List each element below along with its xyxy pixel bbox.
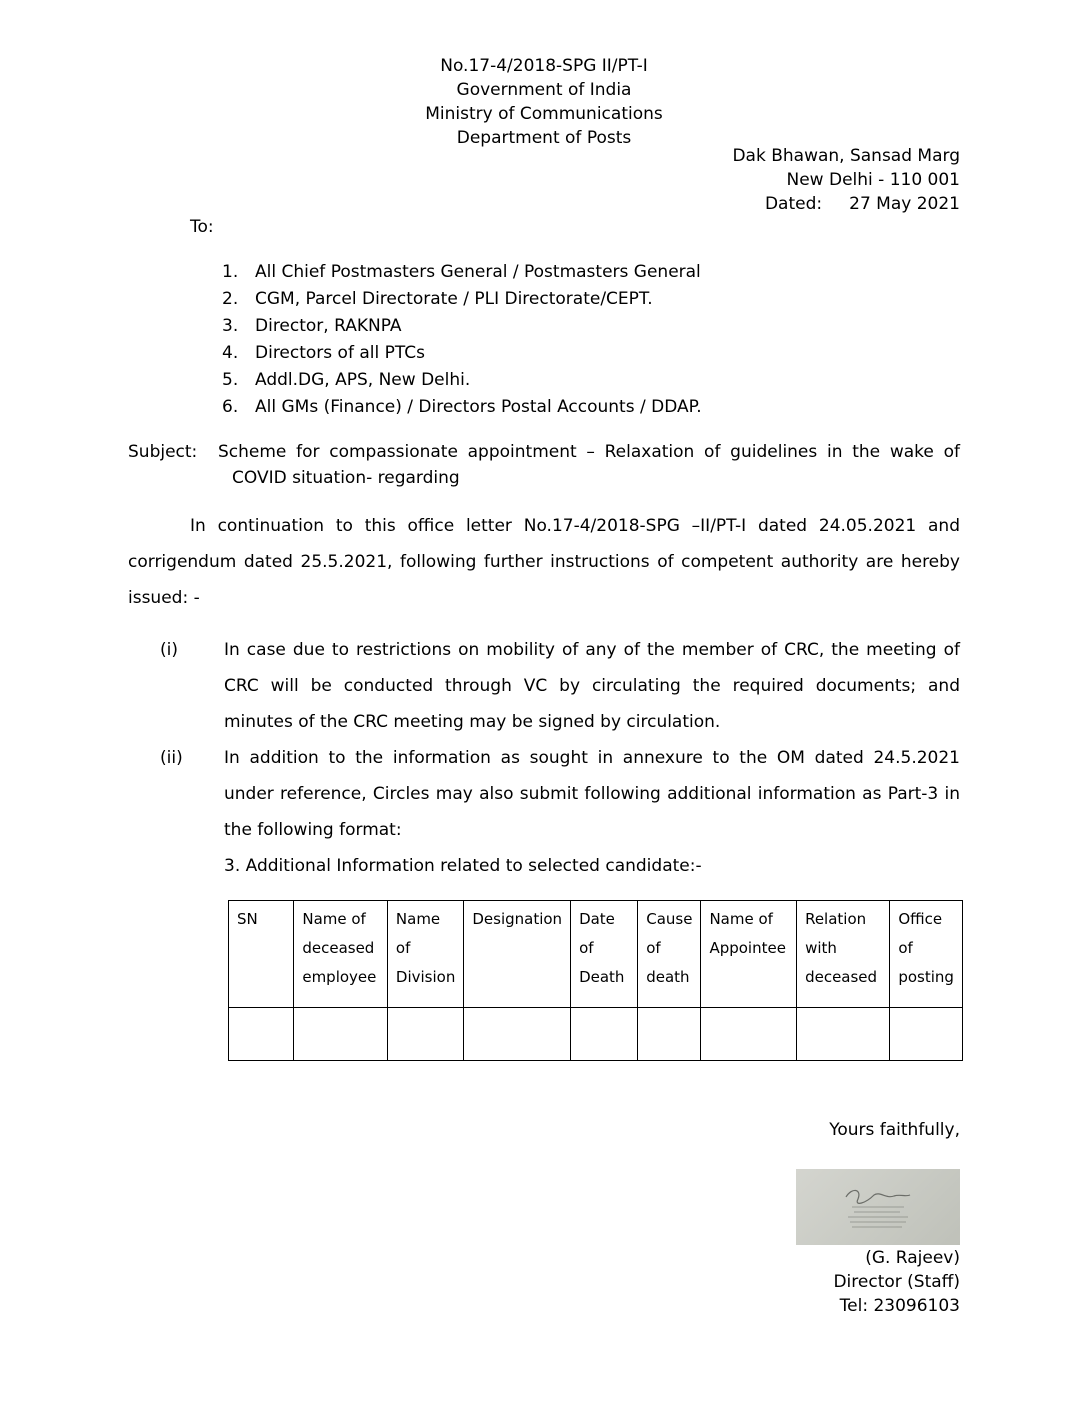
subject-label: Subject: xyxy=(128,442,198,462)
intro-line-1: In continuation to this office letter No.17-4/2018-SPG –II/PT-I dated 24.05.2021 and xyxy=(190,516,960,536)
point-number: (i) xyxy=(160,640,178,660)
table-header: SN xyxy=(229,901,294,1008)
list-item: 4. Directors of all PTCs xyxy=(222,343,425,363)
list-item: 1. All Chief Postmasters General / Postmasters General xyxy=(222,262,701,282)
closing-salutation: Yours faithfully, xyxy=(829,1120,960,1140)
point-line: In addition to the information as sought in annexure to the OM dated 24.5.2021 xyxy=(224,748,960,768)
address-line-2: New Delhi - 110 001 xyxy=(786,170,960,190)
table-header: Name of deceased employee xyxy=(294,901,388,1008)
table-cell xyxy=(294,1008,388,1061)
table-cell xyxy=(229,1008,294,1061)
address-line-1: Dak Bhawan, Sansad Marg xyxy=(732,146,960,166)
dated-label: Dated: xyxy=(764,194,823,214)
date-line xyxy=(732,192,960,216)
table-cell xyxy=(797,1008,890,1061)
table-cell xyxy=(890,1008,963,1061)
table-header: Name of Division xyxy=(387,901,463,1008)
subject-line-2: COVID situation- regarding xyxy=(232,468,460,488)
point-line: CRC will be conducted through VC by circulating the required documents; and xyxy=(224,676,960,696)
table-header-row xyxy=(229,901,963,1008)
reference-number: No.17-4/2018-SPG II/PT-I xyxy=(440,56,648,76)
subject-line-1: Scheme for compassionate appointment – Relaxation of guidelines in the wake of xyxy=(218,442,960,462)
letter-date: 27 May 2021 xyxy=(849,194,960,214)
department-name: Department of Posts xyxy=(456,128,632,148)
table-cell xyxy=(387,1008,463,1061)
ministry-name: Ministry of Communications xyxy=(425,104,663,124)
table-header: Date of Death xyxy=(571,901,638,1008)
point-line: In case due to restrictions on mobility of any of the member of CRC, the meeting of xyxy=(224,640,960,660)
table-cell xyxy=(638,1008,701,1061)
table-header: Office of posting xyxy=(890,901,963,1008)
additional-info-table xyxy=(228,900,963,1061)
list-item: 5. Addl.DG, APS, New Delhi. xyxy=(222,370,471,390)
recipient-list xyxy=(222,259,702,421)
list-item: 6. All GMs (Finance) / Directors Postal Accounts / DDAP. xyxy=(222,397,702,417)
signatory-designation: Director (Staff) xyxy=(833,1272,960,1292)
point-line: minutes of the CRC meeting may be signed by circulation. xyxy=(224,712,721,732)
point-line: the following format: xyxy=(224,820,402,840)
point-line: under reference, Circles may also submit following additional information as Part-3 in xyxy=(224,784,960,804)
table-header: Relation with deceased xyxy=(797,901,890,1008)
intro-line-2: corrigendum dated 25.5.2021, following further instructions of competent authority are hereby xyxy=(128,552,960,572)
table-cell xyxy=(571,1008,638,1061)
point-number: (ii) xyxy=(160,748,183,768)
list-item: 2. CGM, Parcel Directorate / PLI Directorate/CEPT. xyxy=(222,289,653,309)
signature-scribble xyxy=(796,1169,960,1245)
intro-line-3: issued: - xyxy=(128,588,200,608)
sender-address xyxy=(732,144,960,216)
letter-header xyxy=(344,54,744,150)
table-title: 3. Additional Information related to selected candidate:- xyxy=(224,856,702,876)
table-header: Designation xyxy=(464,901,571,1008)
government-name: Government of India xyxy=(456,80,632,100)
table-row xyxy=(229,1008,963,1061)
signature-image xyxy=(796,1169,960,1245)
table-header: Name of Appointee xyxy=(701,901,797,1008)
list-item: 3. Director, RAKNPA xyxy=(222,316,402,336)
signatory-phone: Tel: 23096103 xyxy=(839,1296,960,1316)
table-cell xyxy=(701,1008,797,1061)
table-cell xyxy=(464,1008,571,1061)
to-label: To: xyxy=(190,217,214,237)
signatory-block xyxy=(833,1246,960,1318)
signatory-name: (G. Rajeev) xyxy=(865,1248,960,1268)
table-header: Cause of death xyxy=(638,901,701,1008)
